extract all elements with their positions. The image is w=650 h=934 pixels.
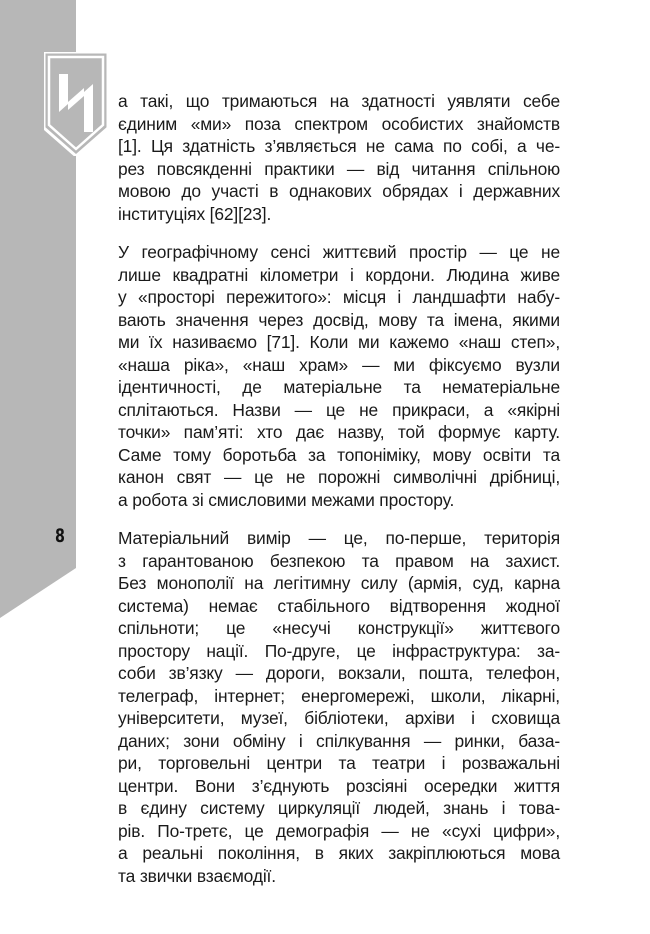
text-line: сплітаються. Назви — це не прикраси, а «якірні [118, 399, 560, 420]
text-line: та звички взаємодії. [118, 865, 276, 886]
text-line: ри, торговельні центри та театри і розважальні [118, 753, 560, 773]
text-line: центри. Вони з’єднують розсіяні осередки життя [118, 775, 560, 796]
text-line: канон свят — це не порожні символічні дрібниці, [118, 467, 560, 487]
text-line: Матеріальний вимір — це, по-перше, територія [118, 528, 560, 548]
text-line: з гарантованою безпекою та правом на захист. [118, 550, 560, 571]
paragraph [118, 527, 560, 887]
text-line: мовою до участі в однакових обрядах і державних [118, 181, 560, 201]
text-line: У географічному сенсі життєвий простір — це не [118, 242, 560, 262]
text-line: лише квадратні кілометри і кордони. Людина живе [118, 264, 560, 285]
text-line: а реальні покоління, в яких закріплюються мова [118, 843, 560, 863]
text-line: «наша ріка», «наш храм» — ми фіксуємо вузли [118, 354, 560, 375]
text-line: ідентичності, де матеріальне та нематеріальне [118, 377, 560, 397]
text-line: Саме тому боротьба за топоніміку, мову освіти та [118, 444, 560, 465]
text-line: спільноти; це «несучі конструкції» життєвого [118, 618, 560, 638]
text-body [118, 90, 560, 903]
text-line: соби зв’язку — дороги, вокзали, пошта, телефон, [118, 663, 560, 683]
publisher-logo-icon [44, 52, 108, 156]
text-line: в єдину систему циркуляції людей, знань і това- [118, 798, 560, 818]
text-line: даних; зони обміну і спілкування — ринки, база- [118, 730, 560, 751]
text-line: рез повсякденні практики — від читання спільною [118, 158, 560, 179]
text-line: університети, музеї, бібліотеки, архіви і сховища [118, 708, 560, 728]
text-line: у «просторі пережитого»: місця і ландшафти набу- [118, 287, 560, 307]
text-line: а робота зі смисловими межами простору. [118, 489, 455, 510]
page-number: 8 [55, 525, 65, 547]
text-line: [1]. Ця здатність з’являється не сама по собі, а че- [118, 136, 560, 156]
text-line: єдиним «ми» поза спектром особистих знайомств [118, 113, 560, 134]
text-line: інституціях [62][23]. [118, 203, 272, 224]
text-line: а такі, що тримаються на здатності уявляти себе [118, 91, 560, 111]
text-line: ми їх називаємо [71]. Коли ми кажемо «наш степ», [118, 332, 560, 352]
paragraph [118, 241, 560, 511]
text-line: система) немає стабільного відтворення жодної [118, 595, 560, 616]
text-line: рів. По-третє, це демографія — не «сухі цифри», [118, 820, 560, 841]
text-line: вають значення через досвід, мову та імена, якими [118, 309, 560, 330]
text-line: точки» пам’яті: хто дає назву, той формує карту. [118, 422, 560, 442]
paragraph [118, 90, 560, 225]
text-line: простору нації. По-друге, це інфраструктура: за- [118, 640, 560, 661]
text-line: Без монополії на легітимну силу (армія, суд, карна [118, 573, 560, 593]
text-line: телеграф, інтернет; енергомережі, школи, лікарні, [118, 685, 560, 706]
